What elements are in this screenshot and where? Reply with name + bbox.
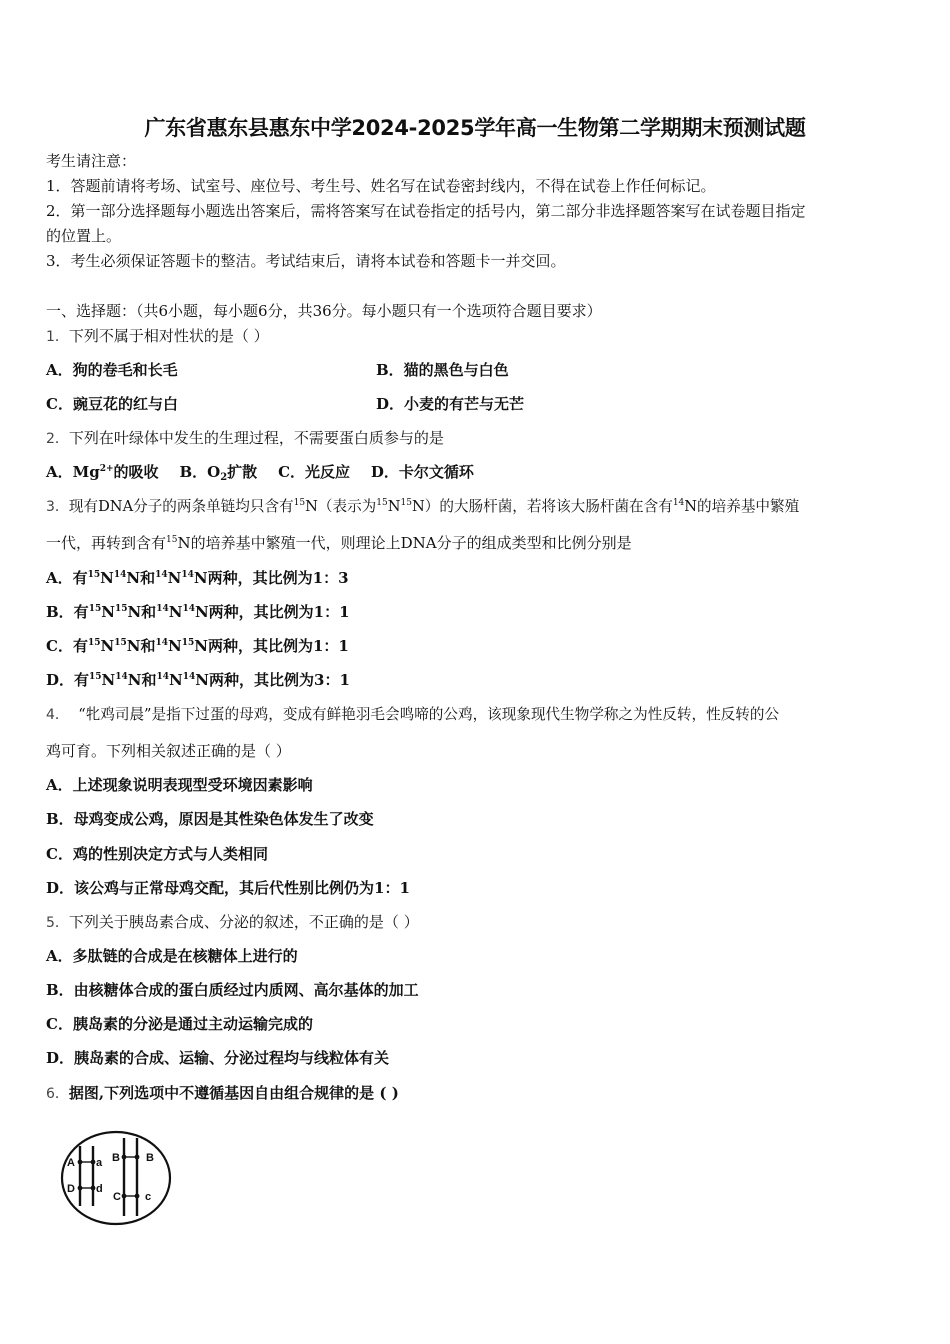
option-b[interactable]: [46, 602, 350, 622]
option-c[interactable]: C．光反应: [278, 463, 351, 481]
page-title: 广东省惠东县惠东中学2024-2025学年高一生物第二学期期末预测试题: [144, 116, 806, 140]
isotope-14: 14: [181, 570, 194, 580]
gene-label-B-left: B: [112, 1152, 120, 1164]
q2-options: [46, 462, 474, 482]
nitrogen: N: [167, 569, 182, 587]
question-5: [46, 912, 419, 933]
option-a[interactable]: [46, 568, 349, 588]
option-c[interactable]: C．胰岛素的分泌是通过主动运输完成的: [46, 1015, 313, 1033]
option-a[interactable]: A．多肽链的合成是在核糖体上进行的: [46, 947, 298, 965]
question-number: 4．: [46, 707, 69, 723]
conjunction: N和: [126, 569, 156, 587]
gene-label-d: d: [96, 1183, 103, 1195]
isotope-15: 15: [87, 570, 101, 580]
stem-text: “牝鸡司晨”是指下过蛋的母鸡，变成有鲜艳羽毛会鸣啼的公鸡，该现象现代生物学称之为性反转，性反转的公: [78, 706, 780, 723]
isotope-15: 15: [87, 638, 101, 648]
option-c[interactable]: C．豌豆花的红与白: [46, 395, 178, 413]
gene-label-B-right: B: [146, 1152, 154, 1164]
option-a[interactable]: A．狗的卷毛和长毛: [46, 361, 178, 379]
isotope-15: 15: [181, 638, 195, 648]
conjunction: N和: [127, 603, 157, 621]
gene-label-A: A: [67, 1157, 75, 1169]
option-b-text: B．O: [179, 463, 221, 481]
locus-dot: [78, 1160, 83, 1165]
nitrogen: N: [167, 637, 182, 655]
conjunction: N和: [126, 637, 156, 655]
question-3-line-1: [46, 497, 799, 517]
option-a-text: A．Mg: [46, 463, 100, 481]
conjunction: N和: [127, 671, 157, 689]
q1-options-row-1: [46, 360, 906, 380]
isotope-15: 15: [114, 604, 128, 614]
cell-outline: [62, 1132, 170, 1224]
notice-item-1: 1．答题前请将考场、试室号、座位号、考生号、姓名写在试卷密封线内，不得在试卷上作任何标记。: [46, 177, 716, 195]
locus-dot: [91, 1186, 96, 1191]
locus-dot: [122, 1194, 127, 1199]
option-b[interactable]: B．猫的黑色与白色: [376, 361, 509, 379]
question-stem: 据图,下列选项中不遵循基因自由组合规律的是 ( ): [68, 1084, 399, 1102]
gene-label-a: a: [96, 1157, 103, 1169]
question-stem: 下列不属于相对性状的是（ ）: [68, 327, 269, 345]
nitrogen: N: [100, 569, 114, 587]
option-c[interactable]: [46, 636, 349, 656]
question-number: 2．: [46, 431, 69, 447]
option-c[interactable]: C．鸡的性别决定方式与人类相同: [46, 845, 268, 863]
gene-label-D: D: [67, 1183, 75, 1195]
option-a-text-tail: 的吸收: [113, 463, 159, 481]
question-stem: 下列在叶绿体中发生的生理过程，不需要蛋白质参与的是: [68, 429, 444, 447]
notice-item-2-cont: 的位置上。: [46, 227, 122, 245]
gene-label-c: c: [145, 1191, 152, 1203]
locus-dot: [122, 1155, 127, 1160]
nitrogen: N: [168, 603, 183, 621]
isotope-14: 14: [156, 604, 169, 614]
notice-item-3: 3．考生必须保证答题卡的整洁。考试结束后，请将本试卷和答题卡一并交回。: [46, 252, 566, 270]
option-tail: N两种，其比例为1：1: [194, 637, 349, 655]
nitrogen: N: [101, 671, 116, 689]
subscript: 2: [220, 472, 228, 483]
q1-options-row-2: [46, 394, 906, 414]
notice-item-2: 2．第一部分选择题每小题选出答案后，需将答案写在试卷指定的括号内，第二部分非选择题答案写在试卷题目指定: [46, 202, 806, 220]
isotope-15: 15: [376, 498, 388, 508]
isotope-14: 14: [155, 638, 168, 648]
stem-text: 一代，再转到含有: [46, 534, 167, 552]
superscript: 2+: [99, 464, 114, 474]
isotope-14: 14: [182, 604, 195, 614]
option-lead: C．有: [46, 637, 88, 655]
isotope-15: 15: [293, 498, 306, 508]
option-lead: D．有: [46, 671, 90, 689]
option-lead: B．有: [46, 603, 89, 621]
option-b[interactable]: [179, 463, 257, 481]
option-d[interactable]: D．胰岛素的合成、运输、分泌过程均与线粒体有关: [46, 1049, 390, 1067]
question-6: [46, 1083, 399, 1104]
isotope-15: 15: [166, 535, 178, 545]
stem-text: N的培养基中繁殖: [684, 498, 800, 515]
question-2: [46, 428, 444, 449]
stem-text: N（表示为: [305, 498, 377, 515]
locus-dot: [135, 1155, 140, 1160]
nitrogen: N: [169, 671, 183, 689]
option-tail: N两种，其比例为1：1: [194, 603, 350, 621]
question-stem: 下列关于胰岛素合成、分泌的叙述，不正确的是（ ）: [68, 913, 419, 931]
isotope-14: 14: [672, 498, 685, 508]
locus-dot: [135, 1194, 140, 1199]
isotope-14: 14: [182, 672, 196, 682]
stem-text: N: [387, 498, 401, 515]
question-number: 6．: [46, 1086, 69, 1102]
stem-text: N）的大肠杆菌，若将该大肠杆菌在含有: [411, 498, 673, 515]
isotope-15: 15: [89, 672, 102, 682]
question-3-line-2: [46, 533, 632, 553]
cell-chromosome-diagram: [58, 1128, 174, 1228]
question-number: 1．: [46, 329, 69, 345]
option-a[interactable]: A．上述现象说明表现型受环境因素影响: [46, 776, 313, 794]
option-tail: N两种，其比例为3：1: [195, 671, 350, 689]
notice-heading: 考生请注意：: [46, 152, 137, 170]
option-d[interactable]: D．小麦的有芒与无芒: [376, 395, 525, 413]
nitrogen: N: [101, 603, 115, 621]
gene-label-C: C: [113, 1191, 121, 1203]
option-tail: N两种，其比例为1：3: [193, 569, 349, 587]
locus-dot: [91, 1160, 96, 1165]
option-d[interactable]: [46, 670, 350, 690]
isotope-14: 14: [155, 570, 168, 580]
stem-text: 现有DNA分子的两条单链均只含有: [68, 498, 294, 515]
option-d[interactable]: D．卡尔文循环: [370, 463, 474, 481]
question-4-line-1: [46, 705, 779, 725]
question-4-line-2: 鸡可育。下列相关叙述正确的是（ ）: [46, 742, 291, 760]
option-lead: A．有: [46, 569, 88, 587]
isotope-15: 15: [400, 498, 412, 508]
nitrogen: N: [100, 637, 115, 655]
option-b[interactable]: B．母鸡变成公鸡，原因是其性染色体发生了改变: [46, 810, 374, 828]
locus-dot: [78, 1186, 83, 1191]
isotope-15: 15: [114, 638, 127, 648]
stem-text: N的培养基中繁殖一代，则理论上DNA分子的组成类型和比例分别是: [177, 534, 632, 552]
isotope-14: 14: [113, 570, 127, 580]
option-d[interactable]: D．该公鸡与正常母鸡交配，其后代性别比例仍为1：1: [46, 879, 410, 897]
question-number: 5．: [46, 915, 69, 931]
option-a[interactable]: [46, 463, 159, 481]
isotope-14: 14: [115, 672, 128, 682]
question-1: [46, 326, 269, 347]
isotope-14: 14: [156, 672, 170, 682]
isotope-15: 15: [88, 604, 102, 614]
option-b-text-tail: 扩散: [227, 463, 258, 481]
question-number: 3．: [46, 499, 69, 515]
section-heading: 一、选择题：（共6小题，每小题6分，共36分。每小题只有一个选项符合题目要求）: [46, 302, 602, 320]
option-b[interactable]: B．由核糖体合成的蛋白质经过内质网、高尔基体的加工: [46, 981, 419, 999]
